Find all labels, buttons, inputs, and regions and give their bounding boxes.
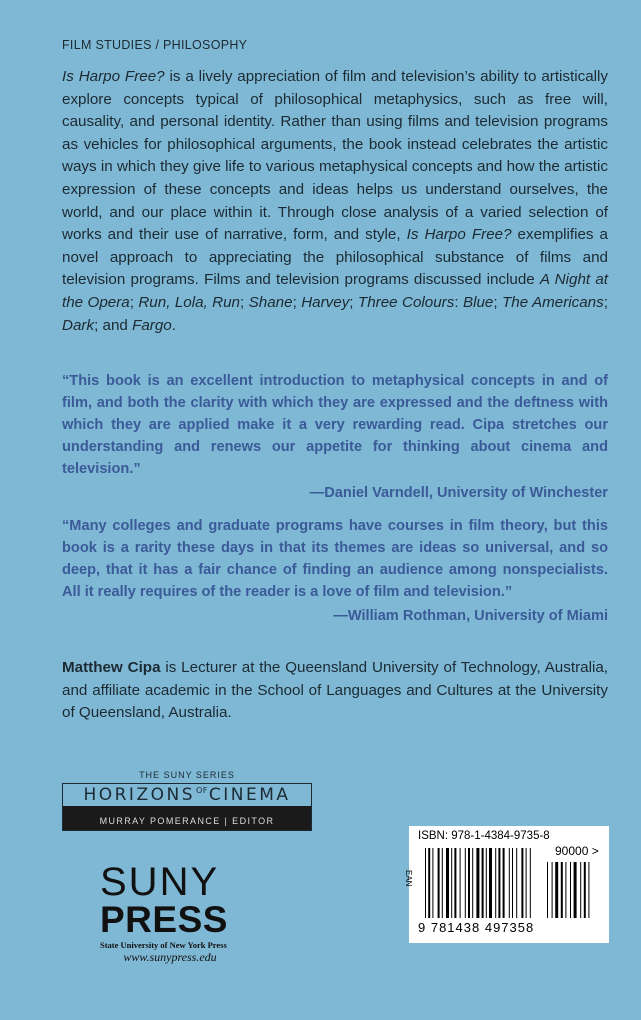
- series-editor: MURRAY POMERANCE | EDITOR: [63, 806, 311, 830]
- barcode-bar: [512, 848, 513, 918]
- barcode-bar: [584, 862, 586, 918]
- barcode-bar: [425, 848, 426, 918]
- barcode-bar: [574, 862, 577, 918]
- isbn-label: ISBN: 978-1-4384-9735-8: [418, 830, 550, 842]
- barcode-bar: [516, 848, 517, 918]
- publisher-logo: [100, 862, 280, 965]
- publisher-subtitle: State University of New York Press: [100, 940, 227, 950]
- barcode-bar: [454, 848, 456, 918]
- barcode-bar: [495, 848, 496, 918]
- barcode-bar: [482, 848, 484, 918]
- quote-attribution: —William Rothman, University of Miami: [333, 608, 608, 624]
- barcode-bar: [432, 848, 433, 918]
- barcode-bar: [526, 848, 527, 918]
- work-title: Three Colours: [357, 293, 455, 311]
- barcode-bar: [521, 848, 523, 918]
- barcode-bar: [498, 848, 500, 918]
- price-code: 90000 >: [555, 844, 599, 858]
- barcode-bar: [472, 848, 473, 918]
- barcode-bar: [555, 862, 558, 918]
- barcode-bar: [509, 848, 510, 918]
- quote-text: “Many colleges and graduate programs have courses in film theory, but this book is a rarity these days in that its themes are ideas so universal, and so deep, that it has a fair chance of finding an audience among nonspecialists. All it really requires of the reader is a love of film and television.”: [62, 518, 608, 600]
- work-title: A Night at the Opera: [62, 271, 608, 311]
- publisher-url: www.sunypress.edu: [123, 950, 217, 964]
- book-description: Is Harpo Free? is a lively appreciation of film and television’s ability to artistically explore concepts typical of philosophical metaphysics, such as free will, causality, and personal identity. Rather than using films and television programs as vehicles for philosophical arguments, the book instead celebrates the artistic ways in which they give life to various metaphysical concepts and how the artistic expression of these concepts and ideas helps us understand ourselves, the world, and our place within it. Through close analysis of a varied selection of works and their use of narrative, form, and style, Is Harpo Free? exemplifies a novel approach to appreciating the philosophical substance of films and television programs. Films and television programs discussed include A Night at the Opera; Run, Lola, Run; Shane; Harvey; Three Colours: Blue; The Americans; Dark; and Fargo.: [62, 68, 608, 334]
- barcode-bar: [428, 848, 430, 918]
- book-title: Is Harpo Free?: [62, 68, 165, 85]
- barcode-bar: [438, 848, 440, 918]
- barcode-bar: [476, 848, 479, 918]
- barcode-bar: [489, 848, 492, 918]
- publisher-line1: SUNY: [100, 860, 220, 904]
- barcode-bar: [503, 848, 505, 918]
- book-title: Is Harpo Free?: [406, 226, 512, 244]
- bio-text: is Lecturer at the Queensland University of Technology, Australia, and affiliate academic in the School of Languages and Cultures at the University of Queensland, Australia.: [62, 659, 608, 722]
- barcode-bar: [446, 848, 449, 918]
- work-title: Blue: [462, 293, 494, 311]
- description-text: is a lively appreciation of film and television’s ability to artistically explore concepts typical of philosophical metaphysics, such as free will, causality, and personal identity. Rather than using films and television programs as vehicles for philosophical arguments, the book instead celebrates the artistic ways in which they give life to various metaphysical concepts and how the artistic expression of these concepts and ideas helps us understand ourselves, the world, and our place within it. Through close analysis of a varied selection of works and their use of narrative, form, and style,: [62, 68, 608, 244]
- barcode-bar: [460, 848, 461, 918]
- quote-text: “This book is an excellent introduction to metaphysical concepts in and of film, and both the clarity with which they are expressed and the deftness with which they are applied make it a very rewarding read. Cipa stretches our understanding and renews our appetite for thinking about cinema and television.”: [62, 373, 608, 477]
- series-label: THE SUNY SERIES: [139, 770, 235, 780]
- blurb-quote: [62, 515, 608, 627]
- barcode-bar: [468, 848, 470, 918]
- blurb-quote: [62, 370, 608, 504]
- barcode-bar: [588, 862, 589, 918]
- category-label: FILM STUDIES / PHILOSOPHY: [62, 38, 248, 52]
- barcode-bar: [451, 848, 452, 918]
- barcode-bar: [486, 848, 487, 918]
- barcode-bar: [552, 862, 553, 918]
- work-title: The Americans: [501, 293, 604, 311]
- work-title: Dark: [62, 316, 95, 334]
- series-box: [62, 783, 312, 831]
- description-text: exemplifies a novel approach to appreciating the philosophical substance of films and television programs. Films and television programs discussed include: [62, 226, 608, 289]
- work-title: Harvey: [301, 293, 350, 311]
- author-name: Matthew Cipa: [62, 659, 161, 676]
- barcode-bar: [530, 848, 531, 918]
- work-title: Fargo: [132, 316, 172, 334]
- barcode-bar: [565, 862, 566, 918]
- series-title: HORIZ O NS OF CINEMA: [83, 785, 291, 805]
- barcode-bar: [570, 862, 571, 918]
- barcode-bar: [547, 862, 548, 918]
- work-title: Run, Lola, Run: [138, 293, 241, 311]
- barcode-bar: [465, 848, 466, 918]
- barcode-bar: [561, 862, 563, 918]
- series-logo: [62, 770, 312, 831]
- quote-attribution: —Daniel Varndell, University of Winchester: [309, 485, 608, 501]
- publisher-line2: PRESS: [100, 899, 228, 940]
- author-bio: [62, 657, 608, 725]
- work-title: Shane: [248, 293, 293, 311]
- barcode-bar: [442, 848, 443, 918]
- ean-label: EAN: [404, 870, 413, 887]
- barcode-number: 9 781438 497358: [418, 920, 535, 935]
- barcode-bar: [580, 862, 581, 918]
